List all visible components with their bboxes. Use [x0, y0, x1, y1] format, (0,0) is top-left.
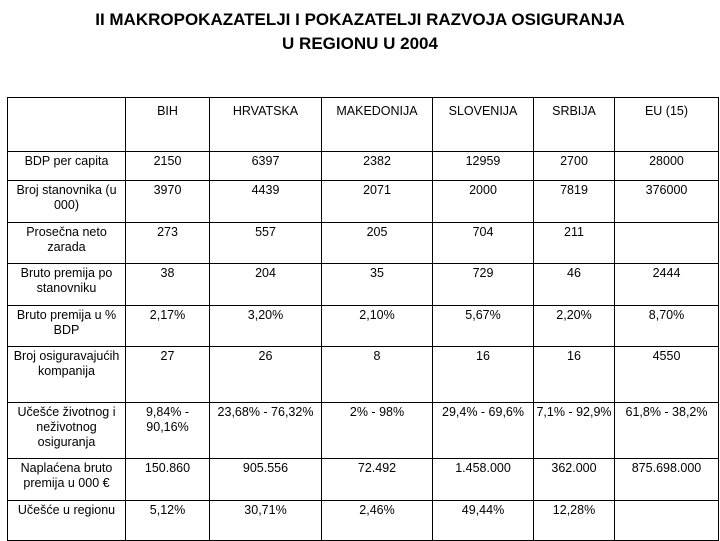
row-label: Broj osiguravajućih kompanija [8, 347, 126, 403]
table-cell: 23,68% - 76,32% [210, 403, 322, 459]
table-cell: 2,46% [322, 501, 433, 541]
table-cell: 729 [433, 264, 534, 306]
row-label: Učešće u regionu [8, 501, 126, 541]
table-cell: 150.860 [126, 459, 210, 501]
table-cell: 61,8% - 38,2% [615, 403, 719, 459]
table-row [8, 347, 719, 403]
column-header-makedonija: MAKEDONIJA [322, 98, 433, 152]
column-header-slovenija: SLOVENIJA [433, 98, 534, 152]
table-cell: 2071 [322, 181, 433, 223]
table-cell: 2000 [433, 181, 534, 223]
table-cell: 2,17% [126, 306, 210, 347]
table-row [8, 306, 719, 347]
table-row [8, 501, 719, 541]
table-cell: 2444 [615, 264, 719, 306]
title-line-1: II MAKROPOKAZATELJI I POKAZATELJI RAZVOJA OSIGURANJA [95, 10, 625, 29]
page-title [0, 8, 720, 56]
table-cell: 204 [210, 264, 322, 306]
table-cell: 29,4% - 69,6% [433, 403, 534, 459]
table-cell: 28000 [615, 152, 719, 181]
table-cell: 2% - 98% [322, 403, 433, 459]
table-cell [615, 223, 719, 264]
row-label: Bruto premija po stanovniku [8, 264, 126, 306]
row-label: Naplaćena bruto premija u 000 € [8, 459, 126, 501]
table-cell: 211 [534, 223, 615, 264]
indicators-table [7, 97, 719, 541]
table-cell: 2150 [126, 152, 210, 181]
table-cell: 12959 [433, 152, 534, 181]
column-header-eu15: EU (15) [615, 98, 719, 152]
table-cell: 7819 [534, 181, 615, 223]
table-cell: 3970 [126, 181, 210, 223]
column-header-bih: BIH [126, 98, 210, 152]
table-row [8, 181, 719, 223]
table-cell: 8,70% [615, 306, 719, 347]
row-label: Broj stanovnika (u 000) [8, 181, 126, 223]
header-corner-cell [8, 98, 126, 152]
table-cell: 362.000 [534, 459, 615, 501]
table-cell: 1.458.000 [433, 459, 534, 501]
row-label: BDP per capita [8, 152, 126, 181]
table-cell: 9,84% - 90,16% [126, 403, 210, 459]
table-row [8, 403, 719, 459]
table-cell: 49,44% [433, 501, 534, 541]
table-cell: 7,1% - 92,9% [534, 403, 615, 459]
table-cell: 16 [433, 347, 534, 403]
table-cell: 35 [322, 264, 433, 306]
table-cell: 30,71% [210, 501, 322, 541]
table-cell: 2382 [322, 152, 433, 181]
table-cell: 16 [534, 347, 615, 403]
table-cell: 2700 [534, 152, 615, 181]
table-cell: 2,10% [322, 306, 433, 347]
table-row [8, 223, 719, 264]
table-cell: 38 [126, 264, 210, 306]
table-cell: 46 [534, 264, 615, 306]
table-cell: 2,20% [534, 306, 615, 347]
table-cell: 905.556 [210, 459, 322, 501]
table-row [8, 264, 719, 306]
table-cell: 875.698.000 [615, 459, 719, 501]
table-cell: 6397 [210, 152, 322, 181]
table-cell: 4439 [210, 181, 322, 223]
table-cell: 376000 [615, 181, 719, 223]
column-header-srbija: SRBIJA [534, 98, 615, 152]
table-cell: 704 [433, 223, 534, 264]
table-row [8, 459, 719, 501]
table-cell [615, 501, 719, 541]
table-cell: 3,20% [210, 306, 322, 347]
table-cell: 27 [126, 347, 210, 403]
title-line-2: U REGIONU U 2004 [282, 34, 438, 53]
table-cell: 5,67% [433, 306, 534, 347]
table-cell: 5,12% [126, 501, 210, 541]
table-cell: 205 [322, 223, 433, 264]
header-row [8, 98, 719, 152]
table-cell: 72.492 [322, 459, 433, 501]
table-cell: 273 [126, 223, 210, 264]
table-cell: 8 [322, 347, 433, 403]
column-header-hrvatska: HRVATSKA [210, 98, 322, 152]
table-row [8, 152, 719, 181]
row-label: Učešće životnog i neživotnog osiguranja [8, 403, 126, 459]
table-cell: 26 [210, 347, 322, 403]
table-cell: 12,28% [534, 501, 615, 541]
row-label: Bruto premija u % BDP [8, 306, 126, 347]
table-cell: 4550 [615, 347, 719, 403]
table-cell: 557 [210, 223, 322, 264]
row-label: Prosečna neto zarada [8, 223, 126, 264]
